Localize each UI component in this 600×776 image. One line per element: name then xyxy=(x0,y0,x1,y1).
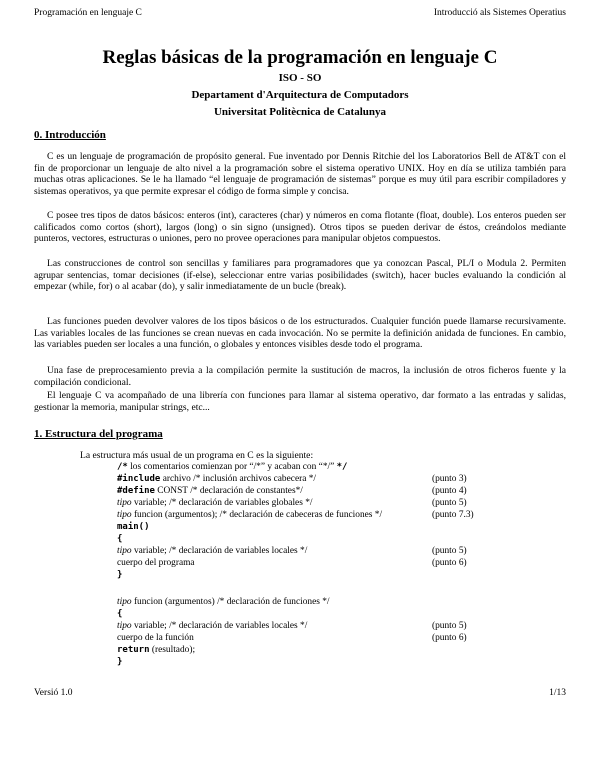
code-note: (punto 6) xyxy=(432,633,467,643)
code-line xyxy=(117,597,330,607)
code-keyword: #include xyxy=(117,474,161,484)
code-line xyxy=(117,558,467,568)
subtitle-course: ISO - SO xyxy=(278,72,322,84)
code-text: variable; /* declaración de variables locales */ xyxy=(131,621,308,631)
code-keyword: /* xyxy=(117,462,128,472)
code-line xyxy=(117,474,467,484)
code-text: variable; /* declaración de variables globales */ xyxy=(131,498,313,508)
code-text: funcion (argumentos); /* declaración de cabeceras de funciones */ xyxy=(131,510,383,520)
header-right: Introducció als Sistemes Operatius xyxy=(433,8,566,18)
code-line xyxy=(117,486,467,496)
footer-page-number: 1/13 xyxy=(549,688,566,698)
code-note: (punto 5) xyxy=(432,621,467,631)
footer-version: Versió 1.0 xyxy=(34,688,73,698)
code-note: (punto 3) xyxy=(432,474,467,484)
paragraph-2: C posee tres tipos de datos básicos: enteros (int), caracteres (char) y números en coma flotante (float, double). Los enteros pueden ser calificados como cortos (short), largos (long) o sin signo (unsigned). Otros tipos se pueden derivar de éstos, creándolos mediante punteros, vectores, estructuras o uniones, pero no provee operaciones para manipular objetos compuestos. xyxy=(34,210,566,245)
code-text: funcion (argumentos) /* declaración de funciones */ xyxy=(131,597,330,607)
code-line xyxy=(117,510,474,520)
code-type: tipo xyxy=(117,546,132,556)
section-0-heading: 0. Introducción xyxy=(34,129,106,141)
code-keyword: { xyxy=(117,534,123,544)
code-keyword: return xyxy=(117,645,150,655)
code-text: cuerpo del programa xyxy=(117,558,195,568)
code-line xyxy=(117,570,122,580)
code-note: (punto 5) xyxy=(432,498,467,508)
code-text: archivo /* inclusión archivos cabecera */ xyxy=(160,474,317,484)
header-left: Programación en lenguaje C xyxy=(34,8,142,18)
code-text: los comentarios comienzan por “/*” y acaban con “*/” xyxy=(127,462,337,472)
paragraph-4: Las funciones pueden devolver valores de los tipos básicos o de los estructurados. Cualquier función puede llamarse recursivamente. Las variables locales de las funciones se crean nuevas en cada invocación. No se permite la definición anidada de funciones. En cambio, las variables pueden ser locales a una función, o globales y entonces visibles desde todo el programa. xyxy=(34,316,566,351)
code-line xyxy=(117,522,150,532)
paragraph-6: El lenguaje C va acompañado de una librería con funciones para llamar al sistema operativo, dar formato a las entradas y salidas, gestionar la memoria, manipular strings, etc... xyxy=(34,390,566,413)
subtitle-department: Departament d'Arquitectura de Computadors xyxy=(191,89,409,101)
code-type: tipo xyxy=(117,597,132,607)
code-keyword: #define xyxy=(117,486,155,496)
code-keyword: { xyxy=(117,609,123,619)
code-text: variable; /* declaración de variables locales */ xyxy=(131,546,308,556)
code-keyword-end: */ xyxy=(336,462,348,472)
code-line xyxy=(117,609,122,619)
paragraph-3: Las construcciones de control son sencillas y familiares para programadores que ya conozcan Pascal, PL/I o Modula 2. Permiten agrupar sentencias, tomar decisiones (if-else), seleccionar entre varias posibilidades (switch), hacer bucles evaluando la condición al empezar (while, for) o al acabar (do), y salir inmediatamente de un bucle (break). xyxy=(34,258,566,293)
code-keyword: } xyxy=(117,570,123,580)
code-line xyxy=(117,657,122,667)
code-line xyxy=(117,645,195,655)
code-line xyxy=(117,462,347,472)
code-type: tipo xyxy=(117,621,132,631)
subtitle-university: Universitat Politècnica de Catalunya xyxy=(213,106,386,118)
code-note: (punto 7.3) xyxy=(432,510,474,520)
code-text: (resultado); xyxy=(149,645,196,655)
code-line xyxy=(117,633,467,643)
paragraph-5: Una fase de preprocesamiento previa a la compilación permite la sustitución de macros, la inclusión de otros ficheros fuente y la compilación condicional. xyxy=(34,365,566,388)
code-line xyxy=(117,498,467,508)
code-line xyxy=(117,546,467,556)
code-note: (punto 4) xyxy=(432,486,467,496)
page-title: Reglas básicas de la programación en lenguaje C xyxy=(102,47,498,68)
code-text: CONST /* declaración de constantes*/ xyxy=(154,486,303,496)
code-line xyxy=(117,621,467,631)
paragraph-1: C es un lenguaje de programación de propósito general. Fue inventado por Dennis Ritchie del los Laboratorios Bell de AT&T con el fin de proporcionar un lenguaje de alto nivel a la programación sobre el sistema operativo UNIX. Hoy en día se utiliza también para muchas otras aplicaciones. Se le ha llamado “el lenguaje de programación de sistemas” porque es muy útil para escribir compiladores y sistemas operativos, ya que permite expresar el código de forma simple y concisa. xyxy=(34,151,566,197)
code-type: tipo xyxy=(117,498,132,508)
code-text: cuerpo de la función xyxy=(117,633,194,643)
section-1-heading: 1. Estructura del programa xyxy=(34,428,163,440)
code-note: (punto 5) xyxy=(432,546,467,556)
code-line xyxy=(117,534,122,544)
code-keyword: main() xyxy=(117,522,150,532)
code-type: tipo xyxy=(117,510,132,520)
code-note: (punto 6) xyxy=(432,558,467,568)
section-1-intro: La estructura más usual de un programa en C es la siguiente: xyxy=(80,450,314,461)
code-keyword: } xyxy=(117,657,123,667)
